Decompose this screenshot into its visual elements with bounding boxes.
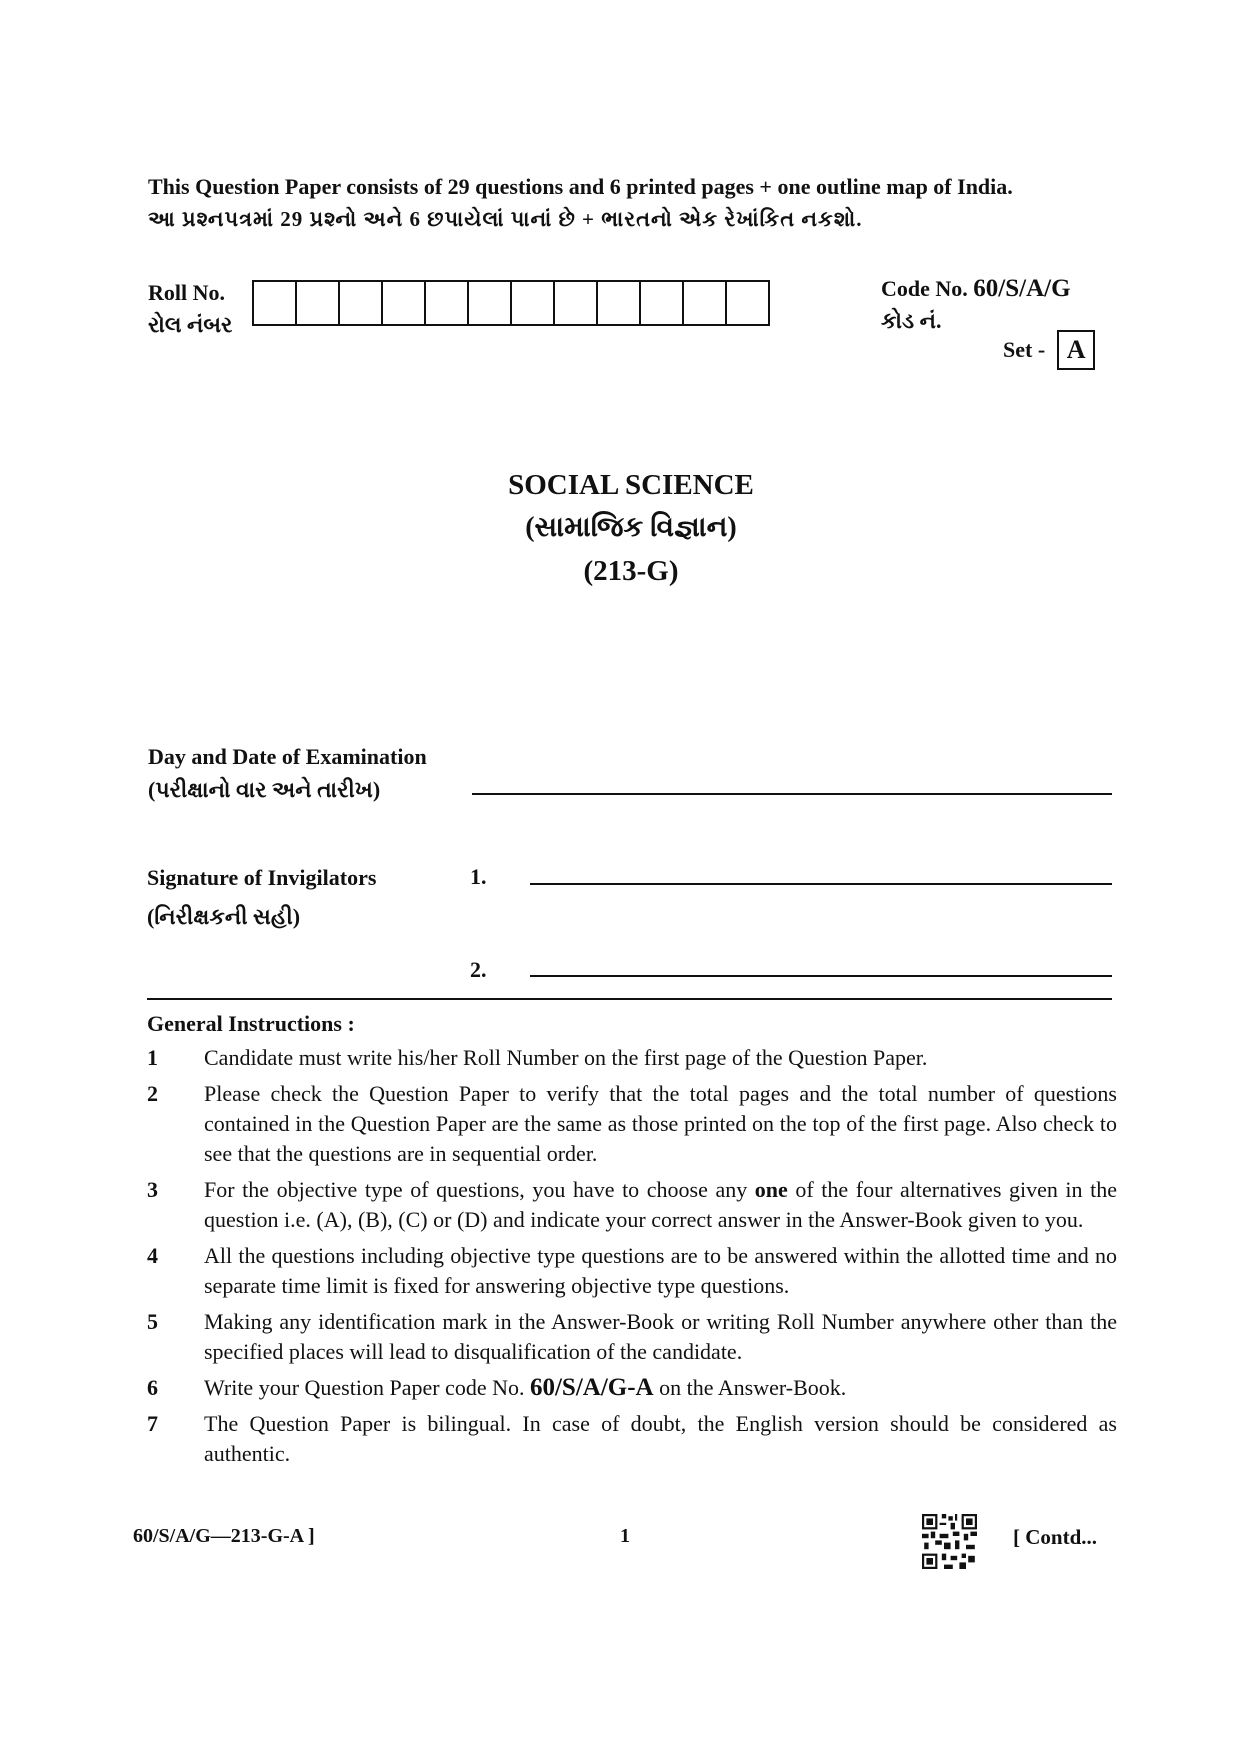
continued-label: [ Contd... <box>1013 1525 1098 1549</box>
invigilator-label-gujarati: (નિરીક્ષકની સહી) <box>147 904 301 929</box>
instruction-text: Candidate must write his/her Roll Number on the first page of the Question Paper. <box>204 1045 928 1070</box>
instruction-text: All the questions including objective type questions are to be answered within the allotted time and no separate time limit is fixed for answering objective type questions. <box>204 1243 1117 1298</box>
subject-name: SOCIAL SCIENCE <box>508 469 754 501</box>
instruction-text <box>204 1175 1117 1235</box>
qr-code-icon <box>922 1514 977 1569</box>
invigilator-2-number: 2. <box>470 957 487 982</box>
header-gujarati: આ પ્રશ્નપત્રમાં 29 પ્રશ્નો અને 6 છપાયેલાં પાનાં છે + ભારતનો એક રેખાંકિત નકશો. <box>148 207 863 231</box>
set-value-box: A <box>1057 330 1095 370</box>
invigilator-1-line[interactable] <box>530 883 1112 885</box>
code-value: 60/S/A/G <box>973 275 1071 302</box>
roll-number-box[interactable] <box>684 280 727 326</box>
instructions-list <box>147 1043 1117 1475</box>
roll-number-box[interactable] <box>340 280 383 326</box>
instruction-number: 1 <box>147 1045 158 1070</box>
instruction-text: The Question Paper is bilingual. In case of doubt, the English version should be considered as authentic. <box>204 1411 1117 1466</box>
roll-label-gujarati: રોલ નંબર <box>148 312 233 337</box>
invigilator-2-line[interactable] <box>530 975 1112 977</box>
instruction-text <box>204 1373 1117 1403</box>
instruction-item <box>147 1409 1117 1469</box>
roll-number-boxes[interactable] <box>252 280 770 326</box>
instruction-number: 4 <box>147 1243 158 1268</box>
roll-number-box[interactable] <box>469 280 512 326</box>
instruction-item <box>147 1175 1117 1235</box>
roll-number-box[interactable] <box>254 280 297 326</box>
subject-code: (213-G) <box>583 555 679 587</box>
instruction-text: Please check the Question Paper to verify that the total pages and the total number of questions contained in the Question Paper are the same as those printed on the top of the first page. Also check to see that the questions are in sequential order. <box>204 1081 1117 1166</box>
instruction-text: Making any identification mark in the Answer-Book or writing Roll Number anywhere other than the specified places will lead to disqualification of the candidate. <box>204 1309 1117 1364</box>
instruction-text-part: of the four alternatives given in the question i.e. (A), (B), (C) or (D) and indicate your correct answer in the Answer-Book given to you. <box>204 1177 1117 1232</box>
instruction-text-part: For the objective type of questions, you have to choose any <box>204 1177 755 1202</box>
invigilator-1-number: 1. <box>470 864 487 889</box>
roll-number-box[interactable] <box>297 280 340 326</box>
instruction-item <box>147 1373 1117 1403</box>
code-label-english: Code No. <box>881 276 968 301</box>
instruction-number: 2 <box>147 1081 158 1106</box>
exam-date-label-english: Day and Date of Examination <box>148 744 427 769</box>
instruction-text-part: on the Answer-Book. <box>653 1375 847 1400</box>
roll-number-box[interactable] <box>426 280 469 326</box>
roll-number-box[interactable] <box>641 280 684 326</box>
subject-title <box>0 465 1240 591</box>
footer-paper-code: 60/S/A/G—213-G-A ] <box>133 1525 315 1547</box>
code-label-gujarati: કોડ નં. <box>881 308 942 333</box>
instruction-emphasis: one <box>754 1177 788 1202</box>
set-indicator <box>1003 330 1095 370</box>
instruction-item <box>147 1307 1117 1367</box>
exam-date-line[interactable] <box>472 793 1112 795</box>
roll-number-label <box>148 277 232 341</box>
header-english: This Question Paper consists of 29 questions and 6 printed pages + one outline map of India. <box>148 174 1013 199</box>
roll-number-box[interactable] <box>555 280 598 326</box>
page-number: 1 <box>620 1525 630 1547</box>
roll-number-box[interactable] <box>727 280 770 326</box>
instruction-number: 7 <box>147 1411 158 1436</box>
roll-number-box[interactable] <box>598 280 641 326</box>
roll-number-box[interactable] <box>383 280 426 326</box>
roll-number-box[interactable] <box>512 280 555 326</box>
set-label: Set - <box>1003 337 1046 362</box>
instructions-title: General Instructions : <box>147 1011 355 1036</box>
exam-date-label <box>148 740 427 806</box>
code-number <box>881 273 1071 337</box>
instruction-item <box>147 1079 1117 1169</box>
invigilator-signature-label <box>147 861 376 933</box>
instruction-item <box>147 1241 1117 1301</box>
instruction-paper-code: 60/S/A/G-A <box>529 1374 654 1401</box>
instruction-number: 5 <box>147 1309 158 1334</box>
instruction-number: 3 <box>147 1177 158 1202</box>
roll-label-english: Roll No. <box>148 280 225 305</box>
instruction-number: 6 <box>147 1375 158 1400</box>
instruction-item <box>147 1043 1117 1073</box>
exam-date-label-gujarati: (પરીક્ષાનો વાર અને તારીખ) <box>148 777 381 802</box>
section-divider <box>147 998 1112 1000</box>
invigilator-label-english: Signature of Invigilators <box>147 865 377 890</box>
instruction-text-part: Write your Question Paper code No. <box>204 1375 530 1400</box>
subject-name-gujarati: (સામાજિક વિજ્ઞાન) <box>525 512 737 543</box>
